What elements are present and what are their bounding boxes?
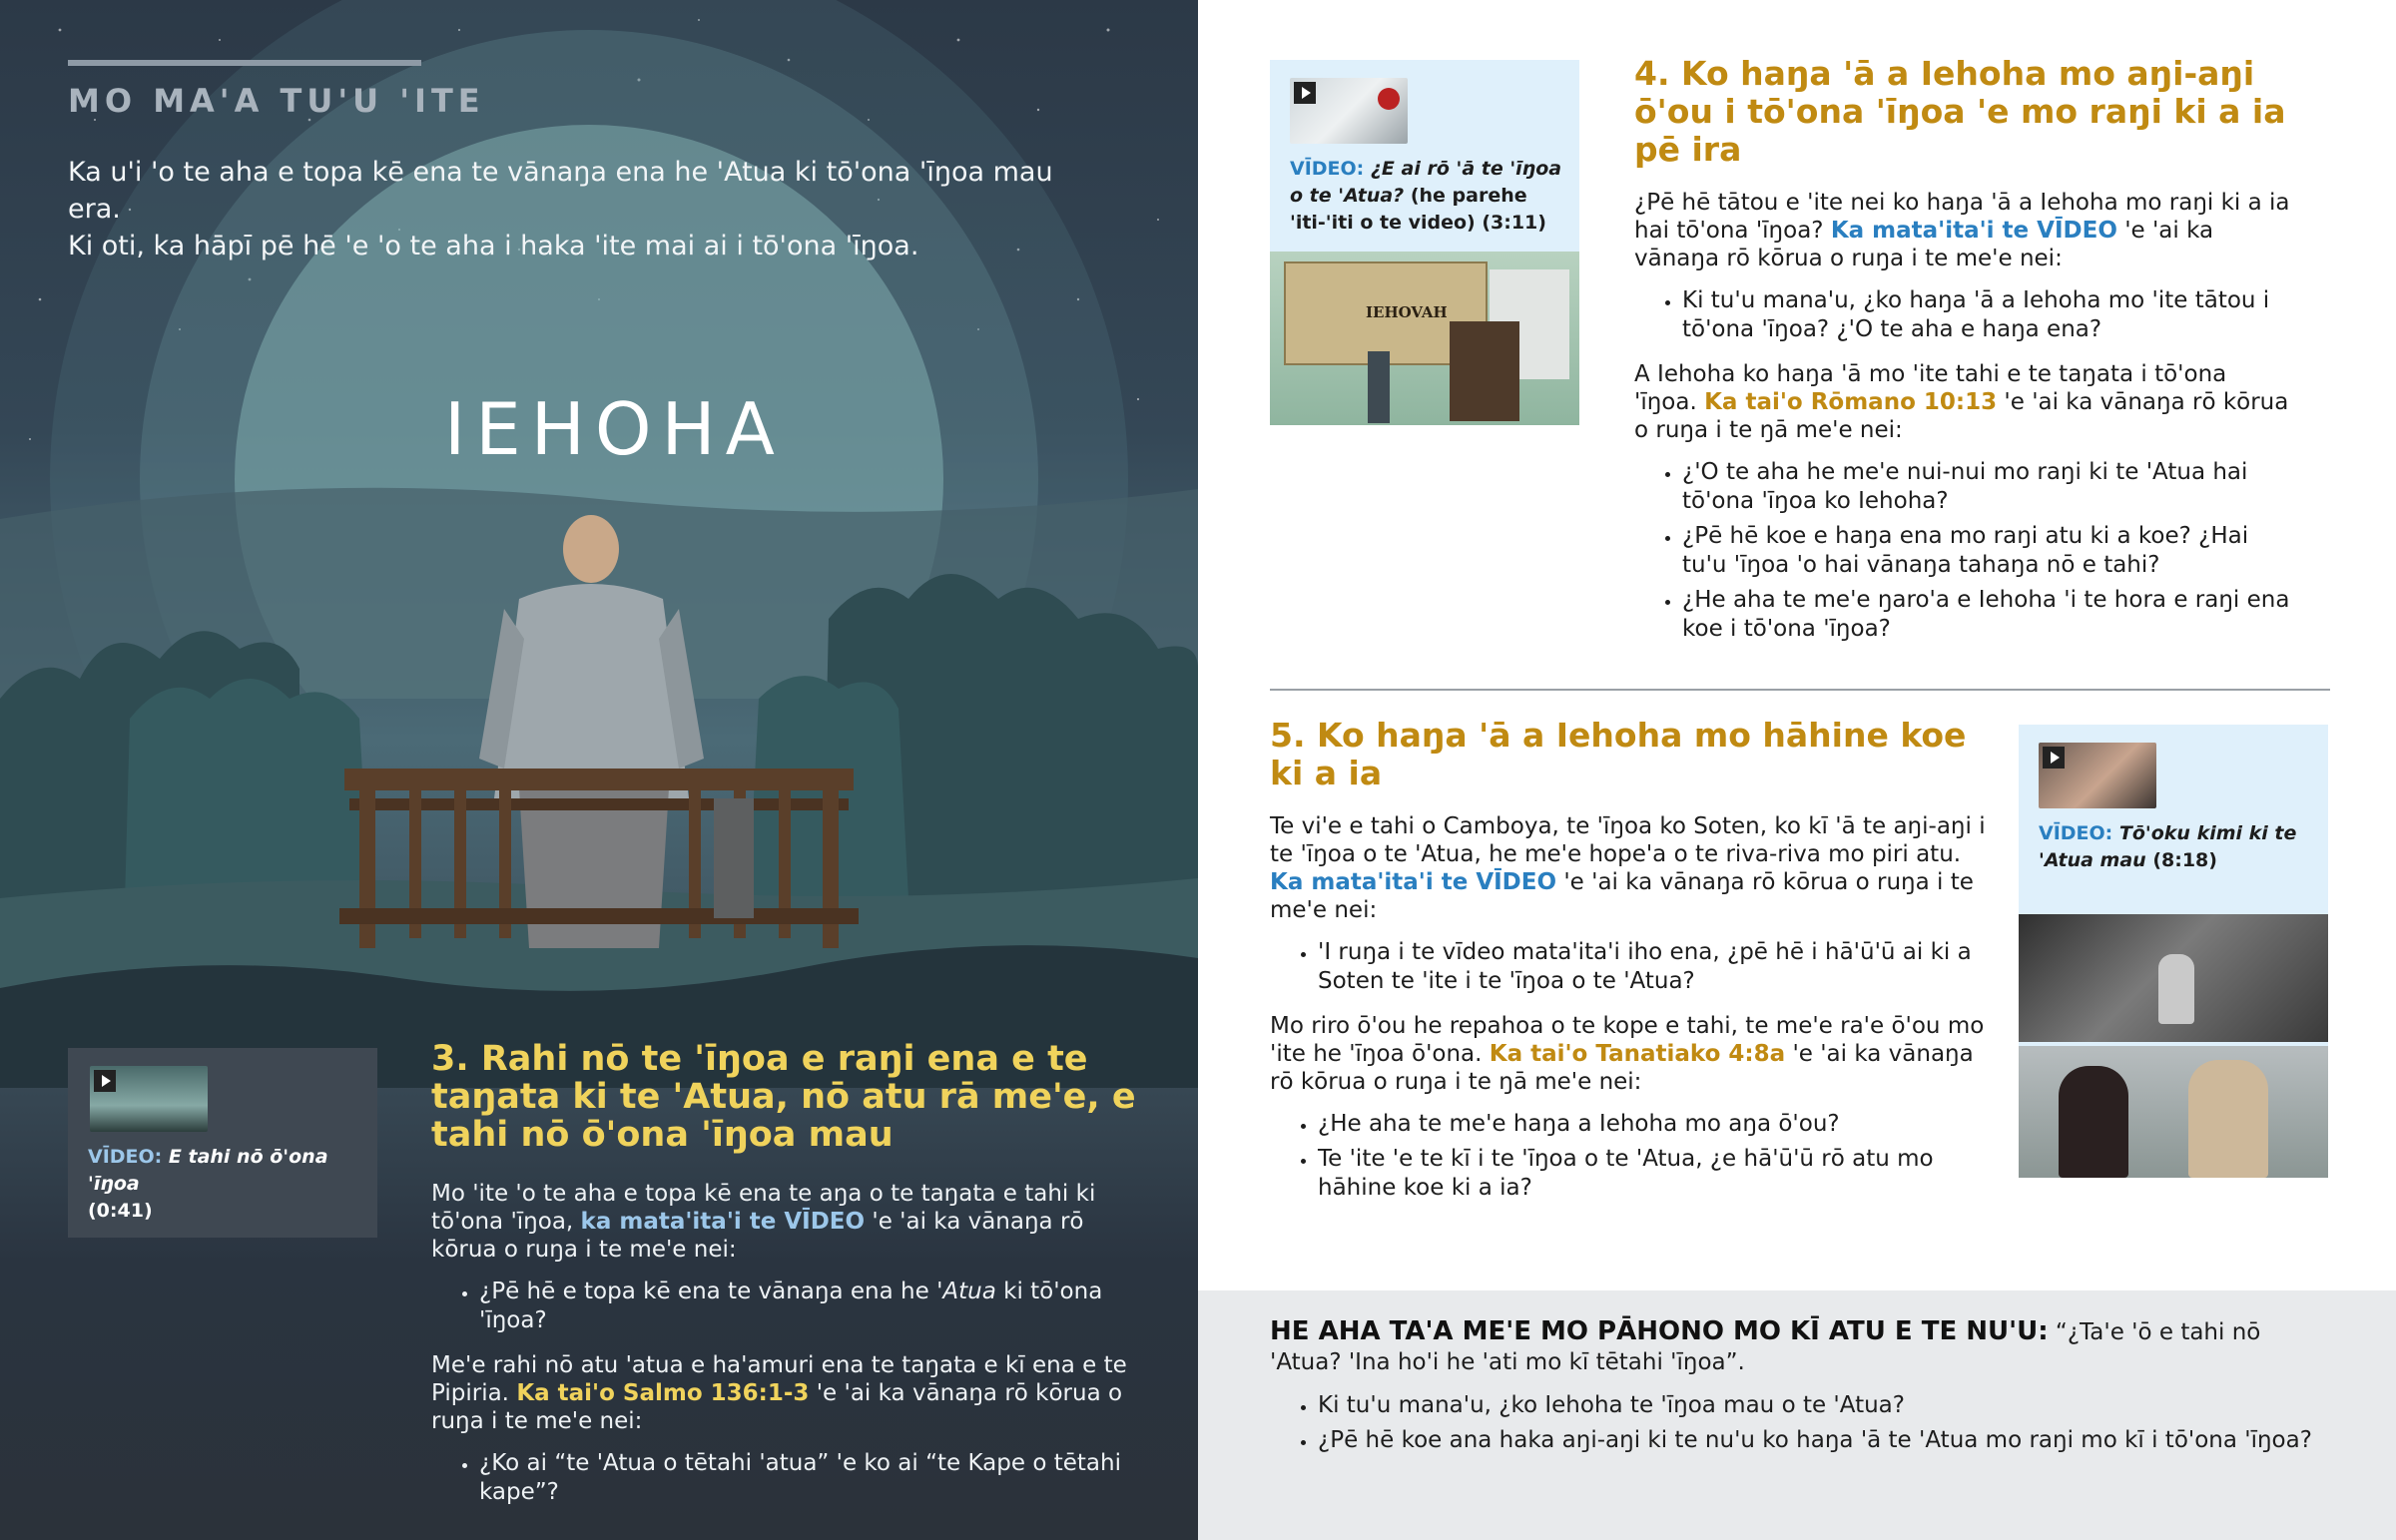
section-4-paragraph-1 [1634,189,2293,272]
video-title: Tō'oku kimi ki te 'Atua mau [2039,822,2297,871]
video-card-section-4[interactable] [1270,60,1579,425]
video-still-conversation [2019,1046,2328,1178]
video-thumbnail[interactable] [2039,743,2156,808]
section-5-heading: 5. Ko haŋa 'ā a Iehoha mo hāhine koe ki a ia [1270,716,1967,792]
play-icon[interactable] [1294,82,1316,104]
video-still-museum [1270,252,1579,425]
person-figure [1368,351,1390,423]
paragraph-text: 'e 'ai ka vānaŋa rō kōrua o ruŋa i te ŋā me'e nei: [1270,1041,1974,1095]
person-figure [2158,954,2194,1024]
video-card-section-5[interactable] [2019,725,2328,1178]
list-item: • ¿Ko ai “te 'Atua o tētahi 'atua” 'e ko ai “te Kape o tētahi kape”? [479,1449,1150,1507]
video-label: VĪDEO: [2039,822,2113,844]
paragraph-text: A Iehoha ko haŋa 'ā mo 'ite tahi e te taŋata i tō'ona 'īŋoa. [1634,361,2227,415]
list-item: • Ki tu'u mana'u, ¿ko Iehoha te 'īŋoa mau o te 'Atua? [1318,1391,2338,1420]
section-5-paragraph-1 [1270,812,1989,924]
right-page [1198,0,2396,1540]
book-image [1450,321,1519,421]
top-rule [68,60,421,66]
list-item: • ¿Pē hē koe ana haka aŋi-aŋi ki te nu'u ko haŋa 'ā te 'Atua mo raŋi mo kī i tō'ona 'īŋoa? [1318,1426,2338,1455]
section-4-heading: 4. Ko haŋa 'ā a Iehoha mo aŋi-aŋi ō'ou i tō'ona 'īŋoa 'e mo raŋi ki a ia pē ira [1634,54,2286,169]
video-caption[interactable] [88,1144,367,1225]
video-title: ¿E ai rō 'ā te 'īŋoa o te 'Atua? [1290,158,1562,207]
video-card-section-3[interactable] [68,1048,377,1238]
section-4-bullets-2 [1634,458,2293,644]
section-5 [1270,717,1989,1219]
list-item: • 'I ruŋa i te vīdeo mata'ita'i iho ena, ¿pē hē i hā'ū'ū ai ki a Soten te 'ite i te 'īŋoa o te 'Atua? [1318,938,1989,996]
video-still-woman-in-forest [2019,914,2328,1042]
section-5-bullets-2 [1270,1110,1989,1203]
section-label: MO MA'A TU'U 'ITE [68,82,485,120]
section-3-paragraph-1 [431,1180,1150,1264]
paragraph-text: Mo riro ō'ou he repahoa o te kope e tahi, te me'e ra'e ō'ou mo 'ite he 'īŋoa ō'ona. [1270,1013,1985,1067]
paragraph-text: 'e 'ai ka vānaŋa rō kōrua o ruŋa i te me'e nei: [1634,218,2214,271]
intro-line-2: Ki oti, ka hāpī pē hē 'e 'o te aha i haka 'ite mai ai i tō'ona 'īŋoa. [68,231,919,261]
list-item: • ¿Pē hē koe e haŋa ena mo raŋi atu ki a koe? ¿Hai tu'u 'īŋoa 'o hai vānaŋa tahaŋa nō e tahi? [1682,522,2293,580]
list-item [479,1278,1150,1335]
video-thumbnail[interactable] [1290,78,1408,144]
section-4 [1634,55,2293,660]
section-3-heading: 3. Rahi nō te 'īŋoa e raŋi ena e te taŋata ki te 'Atua, nō atu rā me'e, e tahi nō ō'ona 'īŋoa mau [431,1039,1136,1155]
section-3 [431,1040,1150,1523]
person-figure [2188,1060,2268,1178]
video-label: VĪDEO: [1290,158,1365,180]
section-divider [1270,689,2330,691]
bullet-text: ¿Pē hē e topa kē ena te vānaŋa ena he [479,1279,929,1304]
record-icon [1378,88,1400,110]
scripture-link[interactable]: Ka tai'o Salmo 136:1-3 [516,1380,810,1406]
discussion-box [1198,1290,2396,1540]
man-on-bench-illustration [0,469,1198,1088]
video-duration: (0:41) [88,1200,153,1222]
discussion-question [1270,1316,2338,1377]
scripture-link[interactable]: Ka tai'o Tanatiako 4:8a [1489,1041,1786,1067]
paragraph-text: 'e 'ai ka vānaŋa rō kōrua o ruŋa i te ŋā me'e nei: [1634,389,2289,443]
paragraph-text: 'e 'ai ka vānaŋa rō kōrua o ruŋa i te me'e nei: [1270,869,1974,923]
video-title: E tahi nō ō'ona 'īŋoa [88,1146,328,1195]
paragraph-text: Mo 'ite 'o te aha e topa kē ena te aŋa o te taŋata e tahi ki tō'ona 'īŋoa, [431,1181,1096,1235]
paragraph-text: Me'e rahi nō atu 'atua e ha'amuri ena te taŋata e kī ena e te Pipiria. [431,1352,1127,1406]
section-4-paragraph-2 [1634,360,2293,444]
bullet-text: ki tō'ona 'īŋoa? [479,1279,1103,1333]
discussion-heading: HE AHA TA'A ME'E MO PĀHONO MO KĪ ATU E TE NU'U: [1270,1316,2049,1346]
jehovah-word: IEHOVAH [1366,303,1448,321]
play-icon[interactable] [2043,747,2065,769]
section-4-bullets-1 [1634,286,2293,344]
section-3-bullets-2 [431,1449,1150,1507]
paragraph-text: Te vi'e e tahi o Camboya, te 'īŋoa ko Soten, ko kī 'ā te aŋi-aŋi i te 'īŋoa o te 'Atua, he me'e hope'a o te riva-riva mo piri atu. [1270,813,1986,867]
watch-video-link[interactable]: ka mata'ita'i te VĪDEO [580,1209,866,1235]
paragraph-text: 'e 'ai ka vānaŋa rō kōrua o ruŋa i te me'e nei: [431,1380,1123,1434]
scripture-link[interactable]: Ka tai'o Rōmano 10:13 [1704,389,1998,415]
paragraph-text: 'e 'ai ka vānaŋa rō kōrua o ruŋa i te me'e nei: [431,1209,1084,1263]
video-details: (he parehe 'iti-'iti o te video) (3:11) [1290,185,1546,234]
video-caption[interactable] [2039,820,2318,874]
discussion-bullets [1270,1391,2338,1455]
video-thumbnail[interactable] [90,1066,208,1132]
list-item: • Te 'ite 'e te kī i te 'īŋoa o te 'Atua, ¿e hā'ū'ū rō atu mo hāhine koe ki a ia? [1318,1145,1989,1203]
list-item: • ¿He aha te me'e haŋa a Iehoha mo aŋa ō'ou? [1318,1110,1989,1139]
discussion-quote: “¿Ta'e 'ō e tahi nō 'Atua? 'Ina ho'i he 'ati mo kī tētahi 'īŋoa”. [1270,1319,2261,1375]
paragraph-text: ¿Pē hē tātou e 'ite nei ko haŋa 'ā a Iehoha mo raŋi ki a ia hai tō'ona 'īŋoa? [1634,190,2290,244]
list-item: • ¿'O te aha he me'e nui-nui mo raŋi ki te 'Atua hai tō'ona 'īŋoa ko Iehoha? [1682,458,2293,516]
person-figure [2059,1066,2128,1178]
video-label: VĪDEO: [88,1146,163,1168]
bullet-emphasis: 'Atua [936,1279,996,1304]
list-item: • Ki tu'u mana'u, ¿ko haŋa 'ā a Iehoha mo 'ite tātou i tō'ona 'īŋoa? ¿'O te aha e haŋa ena? [1682,286,2293,344]
section-3-paragraph-2 [431,1351,1150,1435]
video-duration: (8:18) [2152,849,2217,871]
section-3-bullets-1 [431,1278,1150,1335]
watch-video-link[interactable]: Ka mata'ita'i te VĪDEO [1270,869,1557,895]
intro-text [68,154,1066,264]
discussion-content [1270,1316,2338,1471]
play-icon[interactable] [94,1070,116,1092]
watch-video-link[interactable]: Ka mata'ita'i te VĪDEO [1830,218,2117,244]
section-5-paragraph-2 [1270,1012,1989,1096]
list-item: • ¿He aha te me'e ŋaro'a e Iehoha 'i te hora e raŋi ena koe i tō'ona 'īŋoa? [1682,586,2293,644]
intro-line-1: Ka u'i 'o te aha e topa kē ena te vānaŋa ena he 'Atua ki tō'ona 'īŋoa mau era. [68,157,1053,225]
section-5-bullets-1 [1270,938,1989,996]
video-caption[interactable] [1290,156,1569,237]
illustration-title: IEHOHA [444,387,785,471]
